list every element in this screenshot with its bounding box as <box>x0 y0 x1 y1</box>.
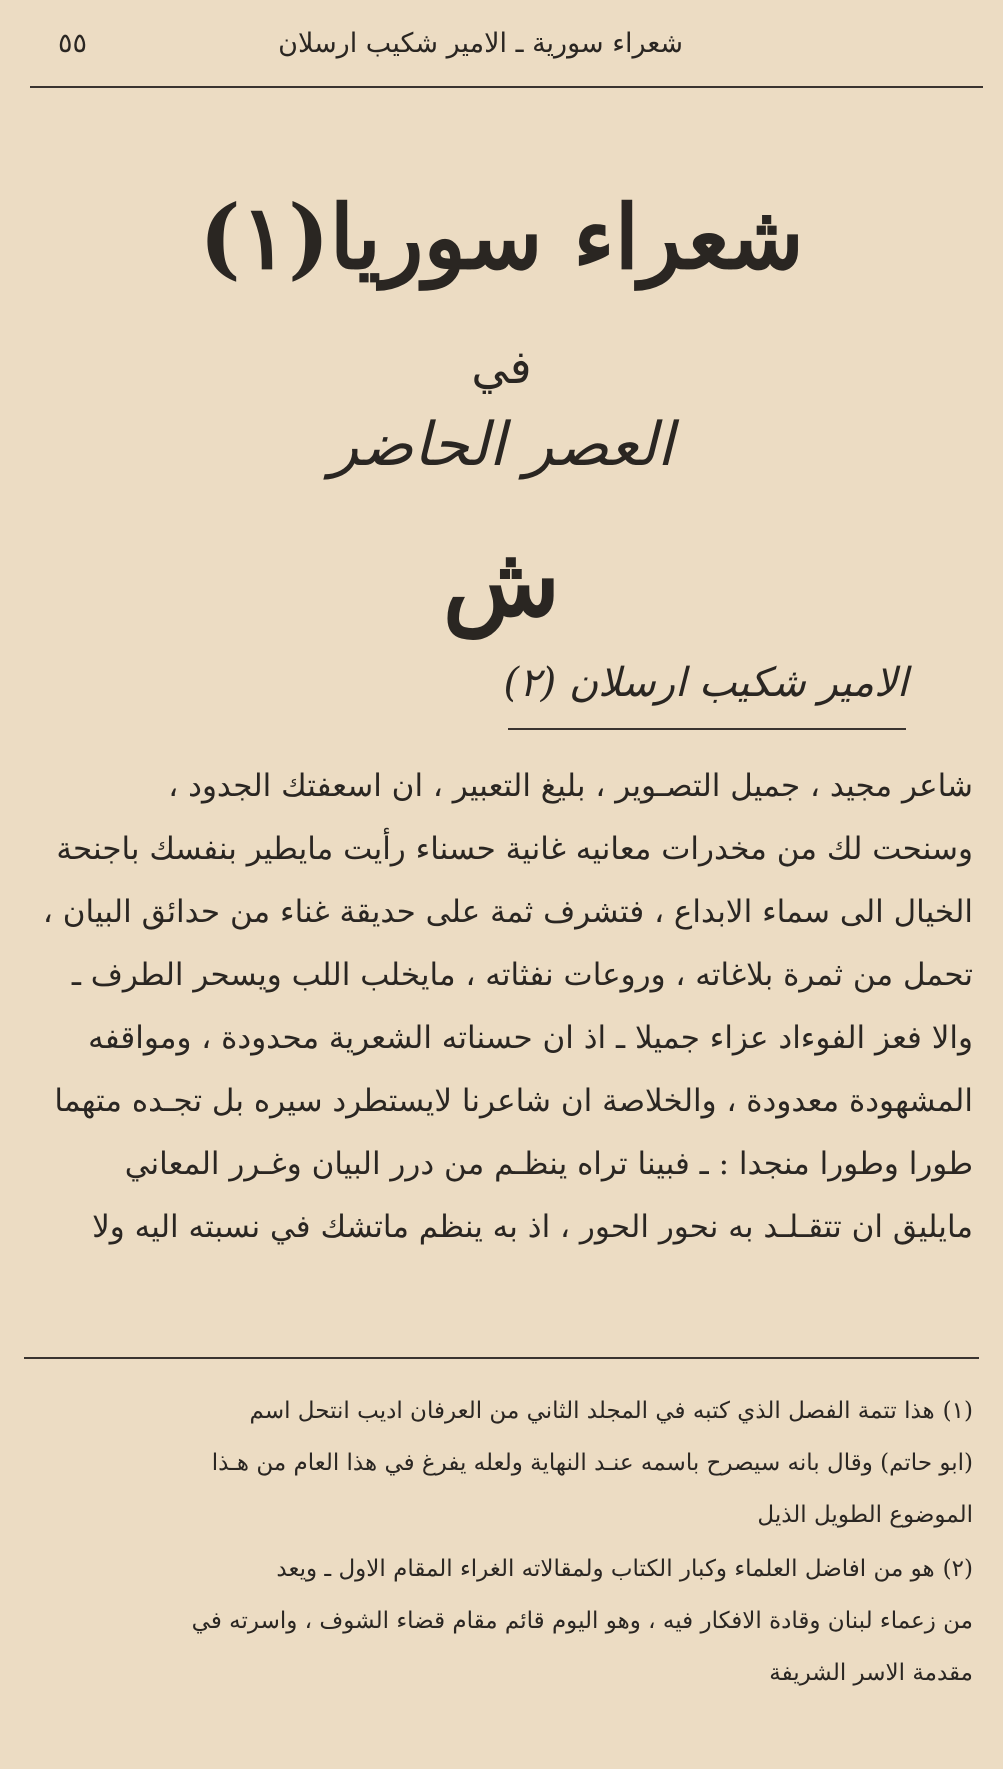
body-text <box>24 755 973 1259</box>
title-initial-letter: ش <box>442 525 561 638</box>
title-preposition: في <box>471 340 532 394</box>
footnote-line: الموضوع الطويل الذيل <box>757 1502 973 1528</box>
title-era: العصر الحاضر <box>329 410 674 480</box>
body-line: طورا وطورا منجدا : ـ فبينا تراه ينظـم من درر البيان وغـرر المعاني <box>124 1146 973 1182</box>
article-title: شعراء سوريا(١) <box>199 185 804 289</box>
footnote-1 <box>20 1385 973 1541</box>
body-line: شاعر مجيد ، جميل التصـوير ، بليغ التعبير ، ان اسعفتك الجدود ، <box>168 768 973 804</box>
footnote-line: مقدمة الاسر الشريفة <box>769 1660 973 1686</box>
footnote-line: هو من افاضل العلماء وكبار الكتاب ولمقالاته الغراء المقام الاول ـ ويعد <box>276 1556 935 1582</box>
running-title: شعراء سورية ـ الامير شكيب ارسلان <box>278 28 683 59</box>
footnote-marker: (١) <box>942 1398 973 1424</box>
footnote-line: من زعماء لبنان وقادة الافكار فيه ، وهو اليوم قائم مقام قضاء الشوف ، واسرته في <box>191 1608 973 1634</box>
footnote-marker: (٢) <box>942 1556 973 1582</box>
subject-underline <box>508 728 906 730</box>
footnotes <box>20 1385 973 1701</box>
footnote-2 <box>20 1543 973 1699</box>
page-header <box>30 22 963 72</box>
body-line: تحمل من ثمرة بلاغاته ، وروعات نفثاته ، مايخلب اللب ويسحر الطرف ـ <box>71 957 973 993</box>
subject-name: الامير شكيب ارسلان (٢) <box>503 660 908 706</box>
body-line: المشهودة معدودة ، والخلاصة ان شاعرنا لايستطرد سيره بل تجـده متهما <box>54 1083 973 1119</box>
body-line: مايليق ان تتقـلـد به نحور الحور ، اذ به ينظم ماتشك في نسبته اليه ولا <box>92 1209 973 1245</box>
header-rule <box>30 86 983 88</box>
footnote-line: هذا تتمة الفصل الذي كتبه في المجلد الثاني من العرفان اديب انتحل اسم <box>249 1398 935 1424</box>
footnote-rule <box>24 1357 979 1359</box>
body-line: الخيال الى سماء الابداع ، فتشرف ثمة على حديقة غناء من حدائق البيان ، <box>42 894 973 930</box>
page-number: ٥٥ <box>58 28 88 59</box>
body-line: وسنحت لك من مخدرات معانيه غانية حسناء رأيت مايطير بنفسك باجنحة <box>56 831 973 867</box>
footnote-line: (ابو حاتم) وقال بانه سيصرح باسمه عنـد النهاية ولعله يفرغ في هذا العام من هـذا <box>211 1450 973 1476</box>
body-line: والا فعز الفوءاد عزاء جميلا ـ اذ ان حسناته الشعرية محدودة ، ومواقفه <box>88 1020 973 1056</box>
